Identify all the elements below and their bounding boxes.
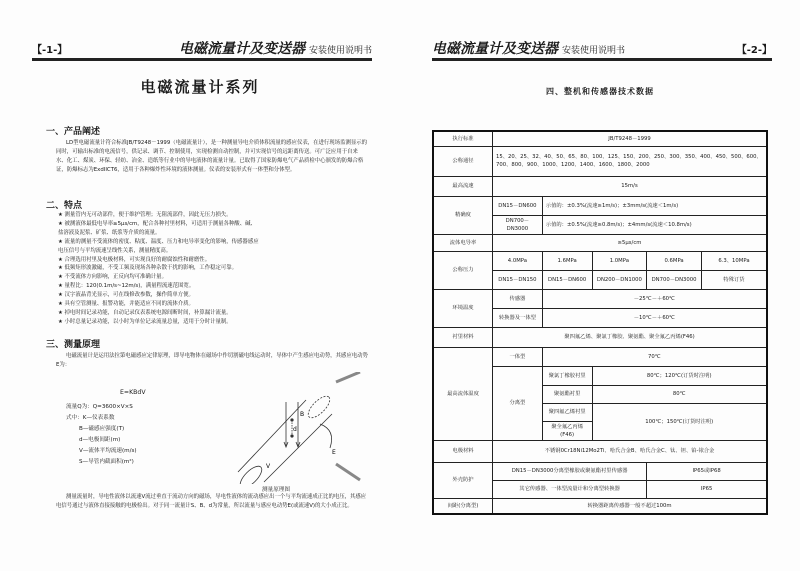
closing-paragraph: 测量流量时，导电性液体以流速V流过垂直于流动方向的磁场，导电性液体的流动感应出一个与平均流速成正比的电压，其感应电信号通过与液体直接接触的电极检出。对于同一流量计S、B、d为常量，所以流量与感应电动势E(或流速V)的大小成正比。 [56,494,367,509]
table-row [433,146,767,176]
section-heading-principle: 三、测量原理 [46,340,101,350]
row-label: 流体电导率 [433,234,493,251]
label-v: V [266,463,271,470]
formula-def-b: B—磁感应强度(T) [79,426,125,432]
formula-def-v: V—流体平均流速(m/s) [79,448,137,454]
row-label: 电极材料 [433,440,493,462]
cell: 聚氯丁橡胶衬里 [542,366,592,385]
header-title: 电磁流量计及变送器 [432,41,558,57]
table-row [433,176,767,196]
label-e: E [332,449,336,456]
electrode-bottom [290,434,293,437]
list-item: ★ 流量的测量不受流体的密度、粘度、温度、压力和电导率变化的影响，传感器感应 [58,238,259,245]
header-rule [432,58,772,61]
figure-caption: 测量原理图 [262,487,290,493]
cell: 1.0MPa [592,251,647,270]
left-header [32,38,372,60]
formula-def-k: 式中：K—仪表系数 [66,415,115,421]
flow-arrow-top [336,372,360,382]
list-item: ★ 合理选用衬里及电极材料，可实现良好的耐腐蚀性和耐磨性。 [58,256,211,263]
cell: 6.3、10MPa [701,251,767,270]
cell: 一体型 [493,347,543,366]
formula-flow: 流量Q为：Q=3600×V×S [66,404,133,410]
cell: 特殊订货 [701,270,767,289]
list-item: ★ 低频矩形波激磁，不受工频及现场各种杂散干扰的影响，工作稳定可靠。 [58,265,238,272]
cell: 100℃；150℃(订货时注明) [592,403,767,440]
right-header [432,38,772,60]
list-item: ★ 掉电时间记录功能，自动记录仪表系统电源间断时间，补算漏计流量。 [58,309,232,316]
header-subtitle: 安装使用说明书 [308,46,372,56]
flow-arrow-bottom [336,464,360,480]
list-item: ★ 汉字液晶背光显示，可在线修改参数，操作简单方便。 [58,292,194,299]
page-title: 电磁流量计系列 [140,78,260,96]
header-subtitle: 安装使用说明书 [562,46,626,56]
cell: 传感器 [493,289,543,308]
header-title: 电磁流量计及变送器 [178,41,305,57]
cell: －25℃－＋60℃ [542,289,767,308]
table-row [433,251,767,270]
cell: DN15－DN150 [493,270,543,289]
page-number: 【-2-】 [736,45,772,56]
section-heading-tech-data: 四、整机和传感器技术数据 [546,87,654,96]
cell: 0.6MPa [647,251,702,270]
cell: 分离型 [493,366,543,440]
list-item: ★ 具有空管测量、报警功能，并能适应不同的流体介质。 [58,301,194,308]
label-d: d [293,426,297,433]
list-item: 盐溶液及泥浆、矿浆、纸浆等介质的流量。 [58,229,161,236]
cell: DN200－DN1000 [592,270,647,289]
table-row [433,498,767,514]
list-item: ★ 测量管内无可动部件，便于维护管理；无阻流部件，因此无压力损失。 [58,212,232,218]
right-page [400,0,800,571]
cell: IP65 [647,480,767,498]
list-item: ★ 量程比：120(0.1m/s~12m/s)，满量程流速范围宽。 [58,283,195,290]
cell: DN15－DN600 [542,270,592,289]
row-label: 间距(分离型) [433,498,493,514]
section-heading-features: 二、特点 [46,201,83,211]
cell: 聚四氟乙烯衬里 [542,403,592,421]
cell: 4.0MPa [493,251,543,270]
tech-data-table [432,130,768,515]
cell: －10℃－＋60℃ [542,308,767,327]
label-b: B [300,411,305,418]
cell: 80℃ [592,385,767,403]
formula-def-d: d—电极间距(m) [79,437,121,443]
row-label: 外壳防护 [433,462,493,498]
pipe-end-ellipse [237,463,265,484]
cell: 转换器及一体型 [493,308,543,327]
electrode-top [290,418,293,421]
cell: 15、20、25、32、40、50、65、80、100、125、150、200、250、300、350、400、450、500、600、700、800、900、1000、1200、1400、1600、1800、2000 [493,146,767,176]
cell: JB/T9248－1999 [493,131,767,146]
table-row [433,234,767,251]
row-label: 最高流速 [433,176,493,196]
row-label: 环境温度 [433,289,493,327]
cell: DN15－DN3000分离型橡胶或聚氨酯衬里传感器 [493,462,647,480]
list-item: ★ 不受流体方向影响，正反向均可准确计量。 [58,274,167,281]
table-row [433,327,767,347]
table-row [433,131,767,146]
cell: 示值的：±0.5%(流速≥0.8m/s)；±4mm/s(流速＜10.8m/s) [542,215,767,234]
cell: 其它传感器、一体型流量计和分离型转换器 [493,480,647,498]
pipe-edge-upper [238,400,306,472]
row-label: 公称压力 [433,251,493,289]
cell: 转换器距离传感器一般不超过100m [493,498,767,514]
principle-paragraph: 电磁流量计是运用法拉第电磁感应定律原理，即导电物体在磁场中作切割磁电线运动时，导体中产生感应电动势，其感应电动势E为： [56,353,368,368]
header-rule [32,58,372,61]
table-row [433,196,767,215]
row-label: 衬里材料 [433,327,493,347]
features-list [58,211,368,327]
cell: 不锈钢0Cr18Ni12Mo2Ti、哈氏合金B、哈氏合金C、钛、钽、铂-铱合金 [493,440,767,462]
cell: 70℃ [542,347,767,366]
list-item: ★ 小时总量记录功能，以小时为单位记录流量总量，适用于分时计量制。 [58,318,232,325]
table-row [433,440,767,462]
section-heading-overview: 一、产品阐述 [46,127,101,137]
cell: DN15－DN600 [493,196,543,215]
table-row [433,462,767,480]
table-row [433,289,767,308]
cell: 80℃；120℃(订货时注明) [592,366,767,385]
cell: 15m/s [493,176,767,196]
cell: DN700－DN3000 [493,215,543,234]
cell: 聚四氟乙烯、聚氯丁橡胶、聚氨酯、聚全氟乙丙烯(F46) [493,327,767,347]
list-item: ★ 被测液体最低电导率≥5μs/cm，配合各种衬里材料，可适用于测量各种酸、碱、 [58,220,256,227]
list-item: 电压信号与平均流速呈线性关系，测量精度高。 [58,247,172,254]
page-number: 【-1-】 [32,45,68,56]
overview-paragraph: LD型电磁流量计符合标准JB/T9248－1999（电磁流量计），是一种测量导电介质体积流量的感应仪表，在进行现场监测显示的同时，可输出标准的电流信号，供记录、调节、控制使用，实现检测自动控制，并可实现信号的远距离传送。可广泛应用于自来水、化工、煤炭、环保、轻纺、冶金、造纸等行业中的导电液体的流量计量。已取得了国家防爆电气产品质检中心颁发的防爆合格证，防爆标志为ExdIICT6，适用于各种爆炸性环境的液体测量。仪表的安装形式有一体型和分体型。 [56,140,368,173]
row-label: 最高流体温度 [433,347,493,440]
cell: 聚全氟乙丙烯(F46) [542,421,592,440]
formula-emf: E=KBdV [120,389,146,396]
cell: 聚氨酯衬里 [542,385,592,403]
row-label: 公称通径 [433,146,493,176]
cell: 1.6MPa [542,251,592,270]
cell: 示值的：±0.3%(流速≥1m/s)；±3mm/s(流速＜1m/s) [542,196,767,215]
table-row [433,347,767,366]
formula-def-s: S—导管内截面积(m²) [79,459,134,465]
cell: IP65或IP68 [647,462,767,480]
measurement-principle-diagram [236,372,366,484]
row-label: 精确度 [433,196,493,234]
row-label: 执行标准 [433,131,493,146]
cell: ≥5μs/cm [493,234,767,251]
electrode-lead [320,424,332,448]
cell: DN700－DN3000 [647,270,702,289]
